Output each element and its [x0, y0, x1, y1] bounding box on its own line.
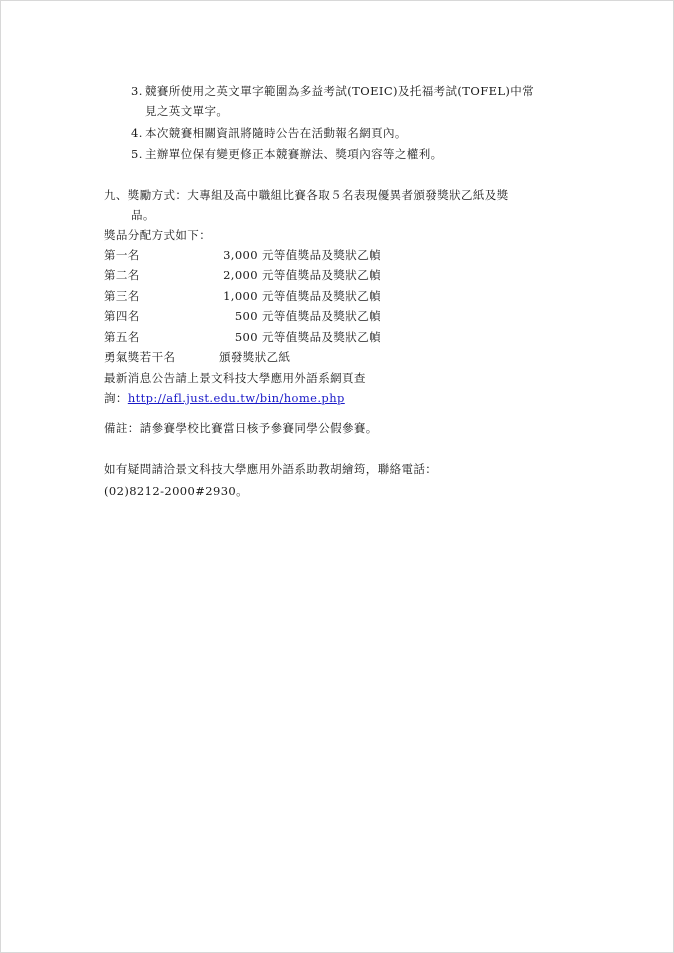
- courage-award-row: [104, 349, 404, 365]
- rule-item-5: [131, 146, 443, 162]
- courage-award-rank: 勇氣獎若干名: [104, 350, 176, 364]
- prize-intro: 獎品分配方式如下：: [104, 228, 212, 242]
- rule-text: 主辦單位保有變更修正本競賽辦法、獎項內容等之權利。: [145, 147, 443, 161]
- note: 備註：請參賽學校比賽當日核予參賽同學公假參賽。: [104, 421, 378, 435]
- prize-description: 元等值獎品及獎狀乙幀: [262, 248, 381, 262]
- prize-amount: 1,000: [223, 289, 258, 303]
- prize-description: 元等值獎品及獎狀乙幀: [262, 309, 381, 323]
- news-link-prefix: 詢：: [104, 391, 128, 405]
- prize-row: [104, 288, 404, 304]
- prize-row: [104, 247, 404, 263]
- prize-rank: 第一名: [104, 248, 140, 262]
- courage-award-description: 頒發獎狀乙紙: [219, 350, 291, 364]
- prize-rank: 第四名: [104, 309, 140, 323]
- rule-text: 本次競賽相關資訊將隨時公告在活動報名網頁內。: [145, 126, 407, 140]
- rule-item-4: [131, 125, 407, 141]
- rule-text: 競賽所使用之英文單字範圍為多益考試(TOEIC)及托福考試(TOFEL)中常: [145, 84, 535, 98]
- prize-row: [104, 308, 404, 324]
- prize-description: 元等值獎品及獎狀乙幀: [262, 289, 381, 303]
- prize-amount: 500: [234, 330, 258, 344]
- prize-rank: 第二名: [104, 268, 140, 282]
- news-link-line: [104, 390, 345, 406]
- prize-amount: 500: [234, 309, 258, 323]
- rule-number: 3.: [131, 84, 143, 98]
- prize-amount: 2,000: [223, 268, 258, 282]
- contact-info: 如有疑問請洽景文科技大學應用外語系助教胡繪筠，聯絡電話：: [104, 462, 438, 476]
- news-notice: 最新消息公告請上景文科技大學應用外語系網頁查: [104, 371, 366, 385]
- prize-rank: 第五名: [104, 330, 140, 344]
- rule-item-3-continued: 見之英文單字。: [145, 104, 229, 118]
- section-9-heading: 九、獎勵方式：大專組及高中職組比賽各取５名表現優異者頒發獎狀乙紙及獎: [104, 188, 509, 202]
- department-website-link[interactable]: http://afl.just.edu.tw/bin/home.php: [127, 391, 345, 405]
- prize-rank: 第三名: [104, 289, 140, 303]
- prize-description: 元等值獎品及獎狀乙幀: [262, 330, 381, 344]
- prize-row: [104, 329, 404, 345]
- prize-row: [104, 267, 404, 283]
- prize-description: 元等值獎品及獎狀乙幀: [262, 268, 381, 282]
- contact-phone: (02)8212-2000#2930。: [104, 484, 249, 498]
- rule-number: 4.: [131, 126, 143, 140]
- rule-number: 5.: [131, 147, 143, 161]
- prize-amount: 3,000: [223, 248, 258, 262]
- rule-item-3: [131, 83, 534, 99]
- section-9-heading-continued: 品。: [131, 208, 155, 222]
